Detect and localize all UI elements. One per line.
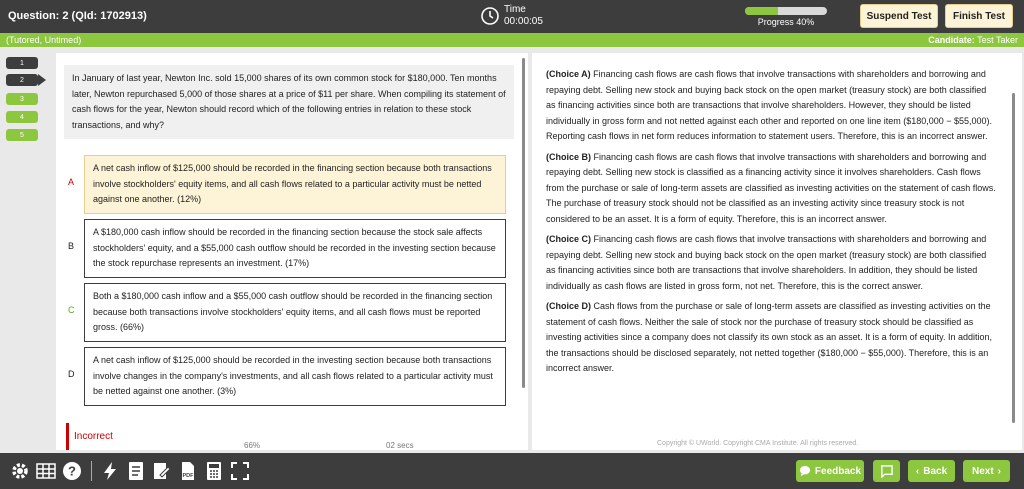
question-nav-item-3[interactable]: 3: [6, 93, 38, 105]
current-question-arrow-icon: [38, 74, 46, 86]
chat-icon: [799, 465, 811, 477]
candidate-label: Candidate:: [928, 35, 975, 45]
svg-text:PDF: PDF: [182, 473, 194, 479]
explanation-choice-d: (Choice D) Cash flows from the purchase or sale of long-term assets are classified as investing activities on the statement of cash flows. Neither the sale of stock nor the purchase of treasury stock should be classified as investing activities since a company does not classify its own stock as an asset. It is a form of equity. In addition, the transactions should be disclosed separately, not netted together ($180,000 − $55,000). Therefore, this is an incorrect answer.: [546, 301, 993, 373]
gear-icon: [10, 461, 30, 481]
question-nav-item-1[interactable]: 1: [6, 57, 38, 69]
flag-button[interactable]: [873, 460, 900, 482]
finish-test-button[interactable]: Finish Test: [945, 4, 1013, 28]
choice-letter-c: C: [68, 305, 75, 315]
choice-letter-d: D: [68, 369, 75, 379]
question-stem: In January of last year, Newton Inc. sold 15,000 shares of its own common stock for $180,000. Ten months later, Newton repurchased 5,000 of those shares at a price of $11 per share. When compiling its statement of cash flows for the year, Newton should record which of the following entries in relation to these stock transactions, and why?: [64, 65, 514, 139]
choice-b[interactable]: A $180,000 cash inflow should be recorded in the financing section because the stock sale affects stockholders' equity, and a $55,000 cash outflow should be recorded in the investing section because the stock repurchase represents an investment. (17%): [84, 219, 506, 278]
clock-icon: [480, 6, 500, 26]
progress-label: Progress 40%: [757, 17, 815, 27]
feedback-button[interactable]: [796, 460, 864, 482]
explanation-choice-c: (Choice C) Financing cash flows are cash flows that involve transactions with shareholders and borrowing and repaying debt. Selling new stock and buying back stock on the open market (treasury stock) are both classified as financing activities since both are transactions that involve shareholders. In addition, they should be listed individually as cash flows are listed in gross form, not net. Therefore, this is the correct answer.: [546, 234, 987, 291]
progress: [745, 7, 827, 27]
edit-icon: [152, 461, 172, 481]
suspend-test-button[interactable]: Suspend Test: [860, 4, 938, 28]
help-icon: [62, 461, 82, 481]
fullscreen-tool[interactable]: [230, 461, 250, 481]
back-button[interactable]: [908, 460, 955, 482]
calculator-icon: [204, 461, 224, 481]
result-panel: [66, 423, 511, 450]
progress-fill: [745, 7, 778, 15]
next-button[interactable]: [963, 460, 1010, 482]
back-label: Back: [923, 465, 948, 477]
question-scrollbar[interactable]: [522, 58, 525, 388]
chevron-left-icon: ‹: [915, 465, 920, 477]
progress-bar: [745, 7, 827, 15]
feedback-label: Feedback: [814, 465, 862, 477]
edit-notes-tool[interactable]: [152, 461, 172, 481]
lab-values-tool[interactable]: [36, 461, 56, 481]
time-spent: 02 secs: [386, 441, 414, 450]
flag-icon: [880, 465, 893, 478]
choice-a[interactable]: A net cash inflow of $125,000 should be recorded in the financing section because both transactions involve stockholders' equity items, and all cash flows related to a particular activity must be netted against one another. (12%): [84, 155, 506, 214]
choice-letter-a: A: [68, 177, 75, 187]
explanation-choice-a: (Choice A) Financing cash flows are cash flows that involve transactions with shareholders and borrowing and repaying debt. Selling new stock and buying back stock on the open market (treasury stock) are both classified as financing activities since both are transactions that involve shareholders. However, they should be listed individually in gross form and not netted against each other and reported on one line item ($180,000 − $55,000). Reporting cash flows in net form reduces information to statement users. Therefore, this is an incorrect answer.: [546, 69, 993, 141]
candidate-info: [928, 35, 1018, 45]
question-nav-item-5[interactable]: 5: [6, 129, 38, 141]
result-status: Incorrect: [74, 431, 113, 442]
explanation-text: [546, 67, 998, 382]
bottom-toolbar: [0, 453, 1024, 489]
notes-tool[interactable]: [126, 461, 146, 481]
choice-c[interactable]: Both a $180,000 cash inflow and a $55,000 cash outflow should be recorded in the financing section because both transactions involve stockholders' equity items, and all cash flows must be reported gross. (66%): [84, 283, 506, 342]
pdf-tool[interactable]: [178, 461, 198, 481]
question-nav: [0, 47, 52, 453]
toolbar-divider: [91, 461, 92, 481]
lightning-icon: [100, 461, 120, 481]
explanation-pane: [532, 53, 1022, 450]
chevron-right-icon: ›: [997, 465, 1002, 477]
fullscreen-icon: [230, 461, 250, 481]
help-tool[interactable]: [62, 461, 82, 481]
percent-correct: 66%: [244, 441, 261, 450]
svg-text:?: ?: [68, 463, 76, 479]
question-nav-item-4[interactable]: 4: [6, 111, 38, 123]
explanation-choice-b: (Choice B) Financing cash flows are cash flows that involve transactions with shareholders and borrowing and repaying debt. Selling new stock is classified as a financing activity since it involves shareholders. Cash flows from the purchase or sale of long-term assets are classified as investing activities on the statement of cash flows. The purchase of treasury stock should not be classified as an investing activity since treasury stock is not considered to be an asset. It is a form of equity. Therefore, this is an incorrect answer.: [546, 151, 996, 224]
question-pane: [56, 53, 528, 450]
choice-letter-b: B: [68, 241, 75, 251]
status-bar: [0, 33, 1024, 47]
choice-d[interactable]: A net cash inflow of $125,000 should be recorded in the investing section because both transactions involve changes in the company's investments, and all cash flows related to a particular activity must be netted against one another. (3%): [84, 347, 506, 406]
next-label: Next: [971, 465, 994, 477]
grid-icon: [36, 461, 56, 481]
question-nav-item-2[interactable]: 2: [6, 74, 38, 86]
notebook-icon: [126, 461, 146, 481]
time-value: 00:00:05: [504, 16, 543, 27]
copyright: Copyright © UWorld. Copyright CMA Institute. All rights reserved.: [657, 440, 859, 447]
calculator-tool[interactable]: [204, 461, 224, 481]
test-mode: (Tutored, Untimed): [6, 35, 82, 45]
pdf-icon: [178, 461, 198, 481]
candidate-name: Test Taker: [977, 35, 1018, 45]
flash-tool[interactable]: [100, 461, 120, 481]
time-label: Time: [504, 4, 526, 15]
explanation-scrollbar[interactable]: [1012, 93, 1015, 423]
question-title: Question: 2 (QId: 1702913): [8, 10, 147, 22]
settings-tool[interactable]: [10, 461, 30, 481]
timer: [480, 4, 543, 28]
top-bar: [0, 0, 1024, 33]
